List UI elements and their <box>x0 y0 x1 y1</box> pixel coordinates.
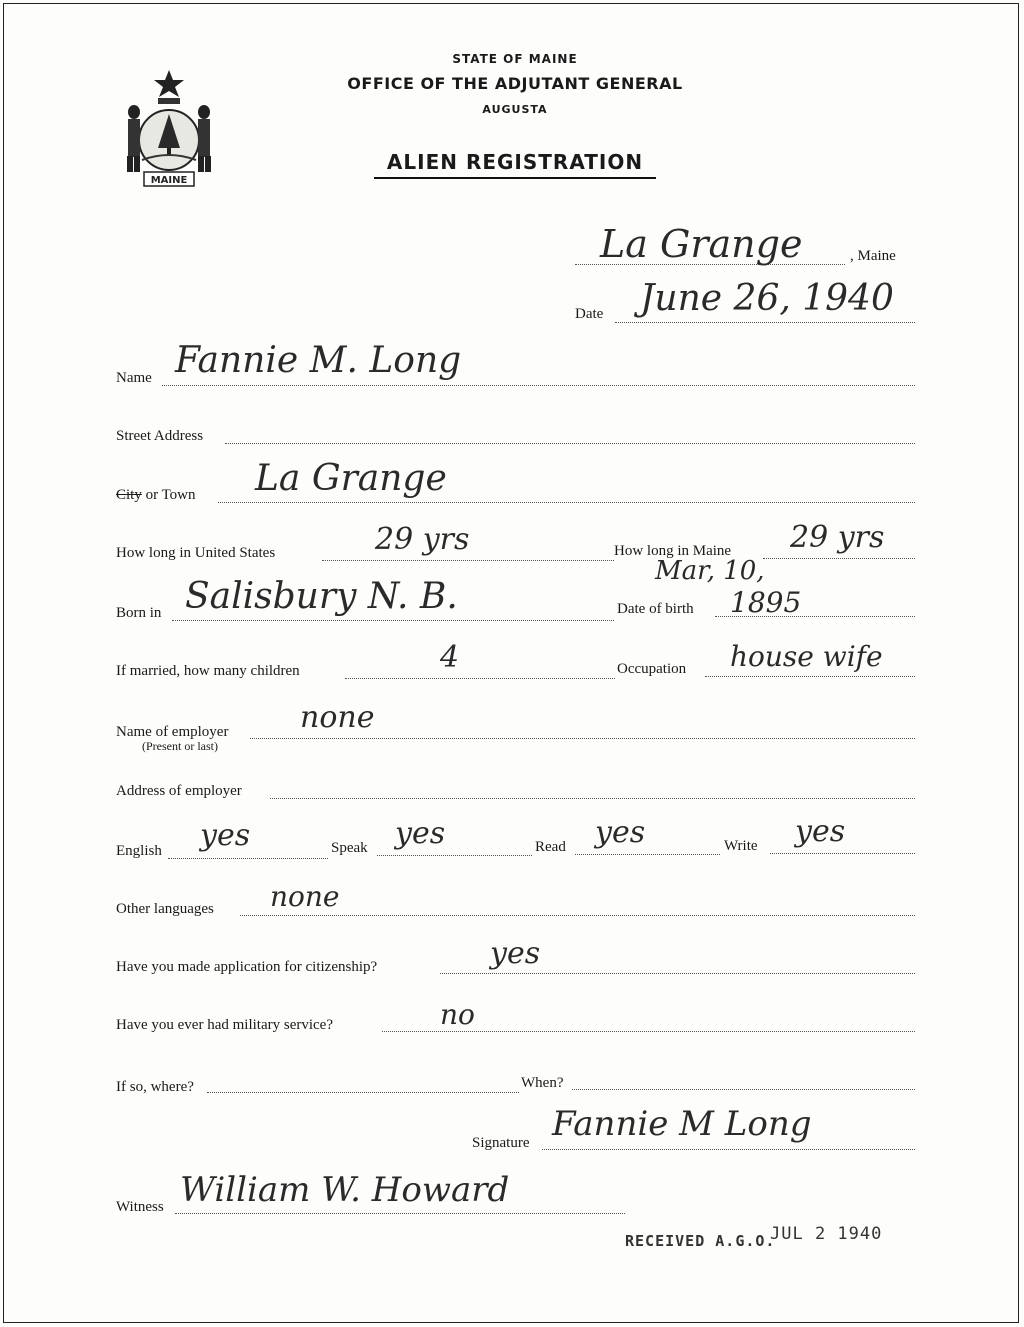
name-label: Name <box>116 370 152 386</box>
read-label: Read <box>535 839 566 855</box>
form-title: ALIEN REGISTRATION <box>386 150 644 174</box>
read-value: yes <box>595 815 646 850</box>
military-line <box>382 1031 915 1032</box>
city-label: City or Town <box>116 487 196 503</box>
citizenship-label: Have you made application for citizenship? <box>116 959 378 975</box>
speak-label: Speak <box>331 840 368 856</box>
when-line <box>572 1089 915 1090</box>
city-line <box>218 502 915 503</box>
us-years-value: 29 yrs <box>375 522 470 557</box>
employer-sublabel: (Present or last) <box>142 739 218 753</box>
maine-years-line <box>763 558 915 559</box>
witness-value: William W. Howard <box>180 1170 510 1210</box>
signature-label: Signature <box>472 1135 530 1151</box>
where-label: If so, where? <box>116 1079 194 1095</box>
maine-years-label: How long in Maine <box>614 543 732 559</box>
city-value: La Grange <box>255 458 447 499</box>
other-languages-label: Other languages <box>116 901 214 917</box>
employer-line <box>250 738 915 739</box>
received-stamp-date: JUL 2 1940 <box>770 1224 883 1244</box>
where-line <box>207 1092 519 1093</box>
read-line <box>575 854 720 855</box>
children-value: 4 <box>440 640 460 675</box>
english-label: English <box>116 843 162 859</box>
signature-value: Fannie M Long <box>552 1104 812 1144</box>
us-years-line <box>322 560 614 561</box>
write-line <box>770 853 915 854</box>
header-state: STATE OF MAINE <box>452 52 578 66</box>
maine-suffix: , Maine <box>850 248 896 264</box>
english-value: yes <box>200 818 251 853</box>
us-years-label: How long in United States <box>116 545 276 561</box>
write-value: yes <box>795 814 846 849</box>
born-line <box>172 620 614 621</box>
dob-label: Date of birth <box>617 601 694 617</box>
occupation-value: house wife <box>730 640 883 673</box>
street-label: Street Address <box>116 428 204 444</box>
employer-address-line <box>270 798 915 799</box>
born-value: Salisbury N. B. <box>185 576 458 617</box>
header-office: OFFICE OF THE ADJUTANT GENERAL <box>347 74 683 93</box>
maine-state-seal-icon <box>118 68 220 192</box>
employer-label: Name of employer <box>116 724 229 740</box>
signature-line <box>542 1149 915 1150</box>
date-value: June 26, 1940 <box>640 278 894 319</box>
occupation-line <box>705 676 915 677</box>
dob-value-top: Mar, 10, <box>655 556 765 586</box>
english-line <box>168 858 328 859</box>
children-label: If married, how many children <box>116 663 300 679</box>
date-label: Date <box>575 306 604 322</box>
street-line <box>225 443 915 444</box>
speak-line <box>377 855 532 856</box>
header-city: AUGUSTA <box>482 103 548 116</box>
citizenship-value: yes <box>490 936 541 971</box>
title-underline <box>374 177 656 179</box>
svg-text:MAINE: MAINE <box>150 175 188 186</box>
other-languages-line <box>240 915 915 916</box>
maine-years-value: 29 yrs <box>790 520 885 555</box>
military-label: Have you ever had military service? <box>116 1017 333 1033</box>
children-line <box>345 678 615 679</box>
employer-address-label: Address of employer <box>116 783 242 799</box>
when-label: When? <box>521 1075 564 1091</box>
name-line <box>162 385 915 386</box>
born-label: Born in <box>116 605 162 621</box>
other-languages-value: none <box>270 880 340 913</box>
employer-value: none <box>300 700 375 735</box>
date-line <box>615 322 915 323</box>
name-value: Fannie M. Long <box>175 340 462 381</box>
write-label: Write <box>724 838 758 854</box>
speak-value: yes <box>395 816 446 851</box>
citizenship-line <box>440 973 915 974</box>
military-value: no <box>440 998 475 1031</box>
occupation-label: Occupation <box>617 661 687 677</box>
town-value: La Grange <box>600 222 803 266</box>
witness-label: Witness <box>116 1199 164 1215</box>
witness-line <box>175 1213 625 1214</box>
received-stamp: RECEIVED A.G.O. <box>625 1232 776 1250</box>
dob-value: 1895 <box>730 586 802 619</box>
